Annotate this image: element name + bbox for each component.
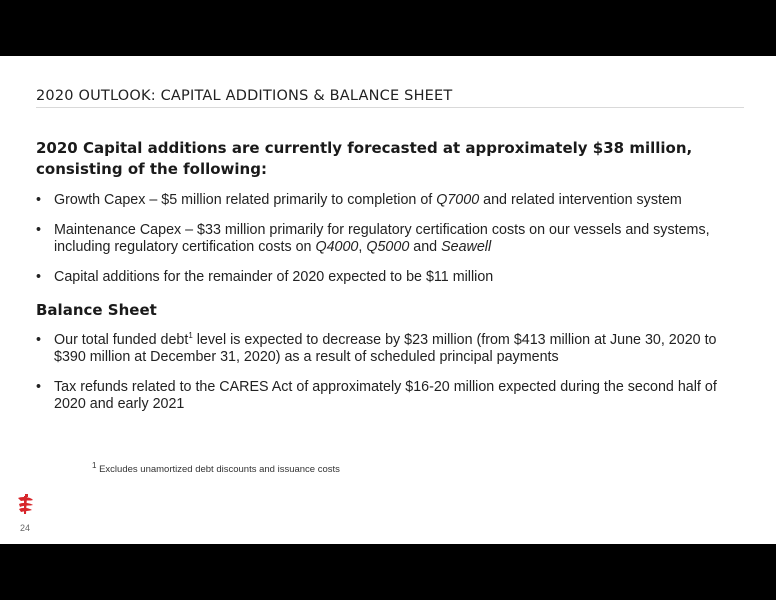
page-number: 24 <box>20 523 31 533</box>
list-item-growth-capex: • Growth Capex – $5 million related primarily to completion of Q7000 and related intervention system <box>36 192 744 209</box>
capital-additions-list <box>36 192 744 299</box>
page-title: 2020 OUTLOOK: CAPITAL ADDITIONS & BALANCE SHEET <box>36 88 453 104</box>
vessel-name: Q4000 <box>315 239 359 255</box>
helix-logo-icon <box>16 494 36 514</box>
list-item-funded-debt: • Our total funded debt$^1$ level is expected to decrease by $23 million (from $413 million at June 30, 2020 to $390 million at December 31, 2020) as a result of scheduled principal payments <box>36 332 744 366</box>
footnote-text: Excludes unamortized debt discounts and issuance costs <box>96 464 340 475</box>
balance-sheet-list <box>36 332 744 426</box>
balance-sheet-heading: Balance Sheet <box>36 301 157 319</box>
header-divider <box>36 107 744 108</box>
capital-additions-heading: 2020 Capital additions are currently forecasted at approximately $38 million, consisting of the following: <box>36 139 693 178</box>
footnote-marker: 1 <box>188 331 193 341</box>
footnote-number: 1 <box>92 460 97 470</box>
vessel-name: Q7000 <box>436 192 480 208</box>
vessel-name: Seawell <box>441 239 492 255</box>
list-item-maintenance-capex: • Maintenance Capex – $33 million primarily for regulatory certification costs on our vessels and systems, including regulatory certification costs on Q4000, Q5000 and Seawell <box>36 222 744 256</box>
list-item-remainder-2020: • Capital additions for the remainder of 2020 expected to be $11 million <box>36 269 744 286</box>
slide <box>0 56 776 544</box>
footnote <box>92 460 340 475</box>
list-item-tax-refunds: • Tax refunds related to the CARES Act of approximately $16-20 million expected during the second half of 2020 and early 2021 <box>36 379 744 413</box>
vessel-name: Q5000 <box>366 239 410 255</box>
